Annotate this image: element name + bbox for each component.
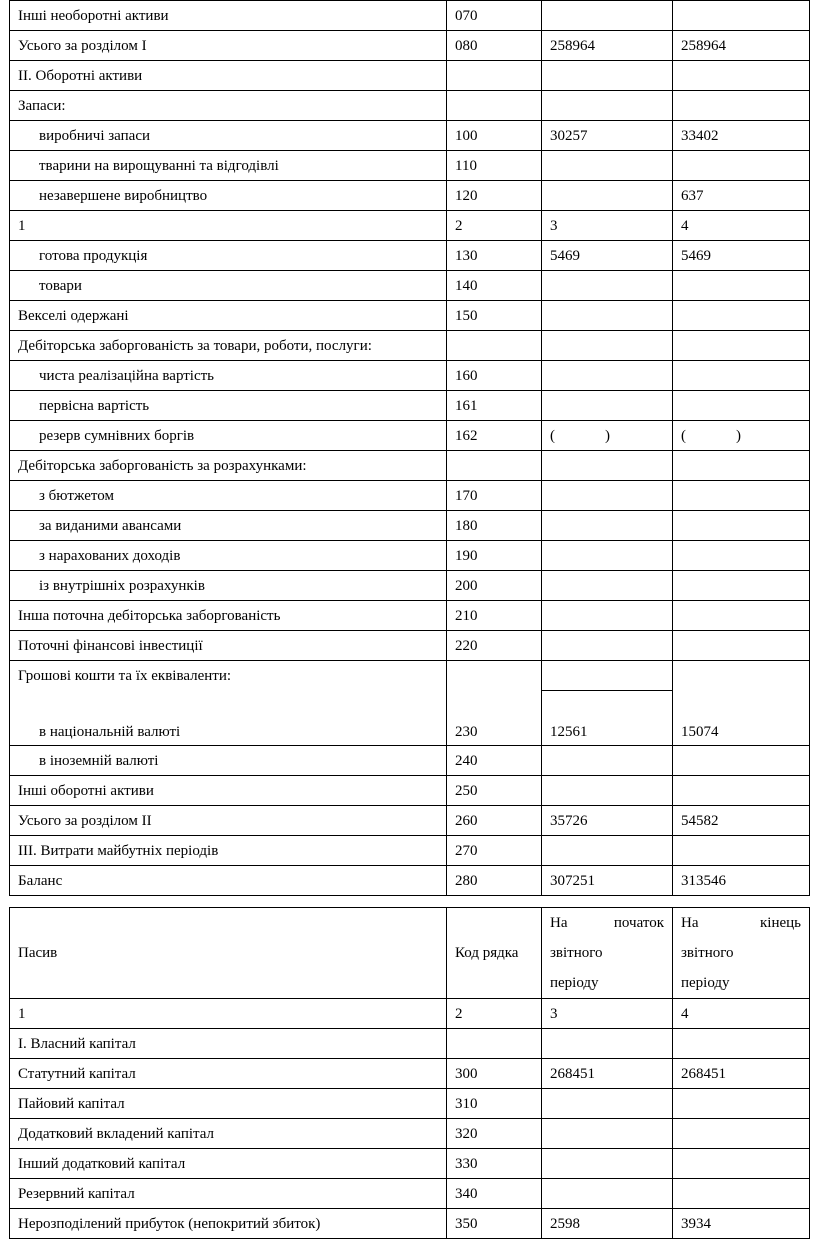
row-code: 200	[447, 571, 542, 601]
row-end-value	[673, 1179, 810, 1209]
table-row	[10, 1119, 810, 1149]
row-name: 1	[10, 999, 447, 1029]
row-start-value: 307251	[542, 866, 673, 896]
row-code	[447, 91, 542, 121]
row-start-value	[542, 91, 673, 121]
row-name: за виданими авансами	[10, 511, 447, 541]
row-name: первісна вартість	[10, 391, 447, 421]
row-start-value	[542, 1, 673, 31]
row-start-value: 3	[542, 999, 673, 1029]
row-name: чиста реалізаційна вартість	[10, 361, 447, 391]
row-code: 110	[447, 151, 542, 181]
row-end-value	[673, 1029, 810, 1059]
row-name: Пайовий капітал	[10, 1089, 447, 1119]
row-name: незавершене виробництво	[10, 181, 447, 211]
table-row	[10, 421, 810, 451]
table-row	[10, 391, 810, 421]
table-row	[10, 121, 810, 151]
row-code: 250	[447, 776, 542, 806]
table-row	[10, 836, 810, 866]
row-code: 120	[447, 181, 542, 211]
row-end-value: 4	[673, 211, 810, 241]
row-name: Резервний капітал	[10, 1179, 447, 1209]
table-row	[10, 241, 810, 271]
row-end-value: 3934	[673, 1209, 810, 1239]
row-code	[447, 661, 542, 691]
row-code: 100	[447, 121, 542, 151]
row-code: 160	[447, 361, 542, 391]
row-code: 150	[447, 301, 542, 331]
row-end-value: 5469	[673, 241, 810, 271]
row-code: 320	[447, 1119, 542, 1149]
row-code	[447, 1029, 542, 1059]
row-end-value: 637	[673, 181, 810, 211]
row-start-value	[542, 571, 673, 601]
table-row	[10, 866, 810, 896]
table-row	[10, 541, 810, 571]
row-name: Інша поточна дебіторська заборгованість	[10, 601, 447, 631]
header-start-of-period: На початок звітного періоду	[542, 908, 673, 999]
row-name: III. Витрати майбутніх періодів	[10, 836, 447, 866]
row-end-value	[673, 776, 810, 806]
paren-close: )	[736, 427, 741, 444]
row-name: із внутрішніх розрахунків	[10, 571, 447, 601]
row-code: 190	[447, 541, 542, 571]
row-name: резерв сумнівних боргів	[10, 421, 447, 451]
row-end-value	[673, 391, 810, 421]
row-end-value: 258964	[673, 31, 810, 61]
table-row	[10, 776, 810, 806]
row-code: 080	[447, 31, 542, 61]
row-start-value	[542, 746, 673, 776]
table-row	[10, 1179, 810, 1209]
table-row	[10, 806, 810, 836]
row-start-value	[542, 1119, 673, 1149]
header-line-code: Код рядка	[447, 908, 542, 999]
table-row	[10, 571, 810, 601]
row-start-value	[542, 1029, 673, 1059]
row-code: 210	[447, 601, 542, 631]
row-start-value	[542, 61, 673, 91]
row-name: в іноземній валюті	[10, 746, 447, 776]
row-code: 070	[447, 1, 542, 31]
row-name: Дебіторська заборгованість за товари, роботи, послуги:	[10, 331, 447, 361]
row-start-value	[542, 271, 673, 301]
row-end-value	[673, 451, 810, 481]
row-end-value	[673, 541, 810, 571]
row-start-value	[542, 421, 673, 451]
row-end-value: 54582	[673, 806, 810, 836]
row-start-value	[542, 836, 673, 866]
table-row	[10, 1209, 810, 1239]
paren-open: (	[550, 427, 555, 444]
row-start-value: 30257	[542, 121, 673, 151]
row-start-value	[542, 661, 673, 691]
row-code	[447, 331, 542, 361]
row-end-value	[673, 151, 810, 181]
row-end-value	[673, 271, 810, 301]
table-row	[10, 631, 810, 661]
table-row	[10, 746, 810, 776]
header-end-of-period: На кінець звітного періоду	[673, 908, 810, 999]
row-end-value: 15074	[673, 691, 810, 746]
row-code: 340	[447, 1179, 542, 1209]
row-start-value	[542, 601, 673, 631]
row-name: виробничі запаси	[10, 121, 447, 151]
row-name: Інший додатковий капітал	[10, 1149, 447, 1179]
row-start-value	[542, 331, 673, 361]
table-row	[10, 181, 810, 211]
table-row	[10, 1029, 810, 1059]
row-code: 161	[447, 391, 542, 421]
row-end-value	[673, 61, 810, 91]
row-end-value: 268451	[673, 1059, 810, 1089]
row-start-value	[542, 181, 673, 211]
table-row	[10, 451, 810, 481]
row-end-value	[673, 1119, 810, 1149]
row-start-value	[542, 541, 673, 571]
row-code	[447, 451, 542, 481]
row-code: 300	[447, 1059, 542, 1089]
row-name: готова продукція	[10, 241, 447, 271]
row-code: 270	[447, 836, 542, 866]
row-name: Дебіторська заборгованість за розрахунками:	[10, 451, 447, 481]
table-row	[10, 271, 810, 301]
row-end-value: 313546	[673, 866, 810, 896]
row-name: з бютжетом	[10, 481, 447, 511]
row-name: товари	[10, 271, 447, 301]
row-code: 260	[447, 806, 542, 836]
row-code: 350	[447, 1209, 542, 1239]
row-start-value	[542, 301, 673, 331]
row-end-value	[673, 331, 810, 361]
row-code: 130	[447, 241, 542, 271]
row-end-value: 4	[673, 999, 810, 1029]
table-row	[10, 481, 810, 511]
row-start-value	[542, 391, 673, 421]
row-code: 280	[447, 866, 542, 896]
row-name: Інші необоротні активи	[10, 1, 447, 31]
row-end-value	[673, 361, 810, 391]
row-code: 162	[447, 421, 542, 451]
table-row	[10, 151, 810, 181]
row-end-value	[673, 91, 810, 121]
row-name: з нарахованих доходів	[10, 541, 447, 571]
row-name: в національній валюті	[10, 691, 447, 746]
row-code: 2	[447, 211, 542, 241]
row-start-value: 258964	[542, 31, 673, 61]
row-start-value: 3	[542, 211, 673, 241]
row-end-value	[673, 511, 810, 541]
row-end-value	[673, 631, 810, 661]
row-code: 140	[447, 271, 542, 301]
table-row	[10, 1149, 810, 1179]
row-start-value: 2598	[542, 1209, 673, 1239]
row-code: 330	[447, 1149, 542, 1179]
row-code: 220	[447, 631, 542, 661]
row-start-value	[542, 451, 673, 481]
row-start-value	[542, 631, 673, 661]
row-end-value	[673, 836, 810, 866]
row-name: Інші оборотні активи	[10, 776, 447, 806]
row-name: тварини на вирощуванні та відгодівлі	[10, 151, 447, 181]
table-row	[10, 1089, 810, 1119]
row-name: Грошові кошти та їх еквіваленти:	[10, 661, 447, 691]
table-row	[10, 61, 810, 91]
row-start-value: 268451	[542, 1059, 673, 1089]
table-row	[10, 211, 810, 241]
row-code: 230	[447, 691, 542, 746]
row-end-value	[673, 1149, 810, 1179]
row-name: Усього за розділом II	[10, 806, 447, 836]
row-code: 240	[447, 746, 542, 776]
row-name: Запаси:	[10, 91, 447, 121]
table-row	[10, 301, 810, 331]
row-name: Поточні фінансові інвестиції	[10, 631, 447, 661]
paren-open: (	[681, 427, 686, 444]
row-code: 170	[447, 481, 542, 511]
row-start-value: 35726	[542, 806, 673, 836]
row-name: Статутний капітал	[10, 1059, 447, 1089]
header-liabilities: Пасив	[10, 908, 447, 999]
row-start-value	[542, 1179, 673, 1209]
row-end-value	[673, 1089, 810, 1119]
row-start-value	[542, 151, 673, 181]
table-row	[10, 691, 810, 746]
table-row	[10, 661, 810, 691]
table-row	[10, 91, 810, 121]
row-end-value	[673, 746, 810, 776]
row-start-value	[542, 1149, 673, 1179]
table-row	[10, 511, 810, 541]
row-start-value	[542, 361, 673, 391]
table-row	[10, 331, 810, 361]
row-name: II. Оборотні активи	[10, 61, 447, 91]
row-name: Нерозподілений прибуток (непокритий збиток)	[10, 1209, 447, 1239]
table-row	[10, 1, 810, 31]
row-end-value	[673, 301, 810, 331]
row-code	[447, 61, 542, 91]
row-code: 180	[447, 511, 542, 541]
row-code: 310	[447, 1089, 542, 1119]
paren-close: )	[605, 427, 610, 444]
row-name: Усього за розділом I	[10, 31, 447, 61]
row-start-value	[542, 1089, 673, 1119]
row-start-value	[542, 481, 673, 511]
table-row	[10, 361, 810, 391]
row-name: Додатковий вкладений капітал	[10, 1119, 447, 1149]
table-row	[10, 31, 810, 61]
assets-table	[9, 0, 810, 896]
table-row	[10, 601, 810, 631]
row-start-value	[542, 511, 673, 541]
table-row	[10, 999, 810, 1029]
liabilities-header-row	[10, 908, 810, 999]
row-end-value	[673, 1, 810, 31]
row-code: 2	[447, 999, 542, 1029]
row-end-value: 33402	[673, 121, 810, 151]
row-end-value	[673, 601, 810, 631]
row-end-value	[673, 481, 810, 511]
row-start-value: 12561	[542, 691, 673, 746]
row-end-value	[673, 571, 810, 601]
row-name: Векселі одержані	[10, 301, 447, 331]
row-end-value	[673, 661, 810, 691]
row-name: I. Власний капітал	[10, 1029, 447, 1059]
table-row	[10, 1059, 810, 1089]
row-start-value: 5469	[542, 241, 673, 271]
row-name: 1	[10, 211, 447, 241]
row-name: Баланс	[10, 866, 447, 896]
row-start-value	[542, 776, 673, 806]
row-end-value	[673, 421, 810, 451]
liabilities-table	[9, 907, 810, 1239]
